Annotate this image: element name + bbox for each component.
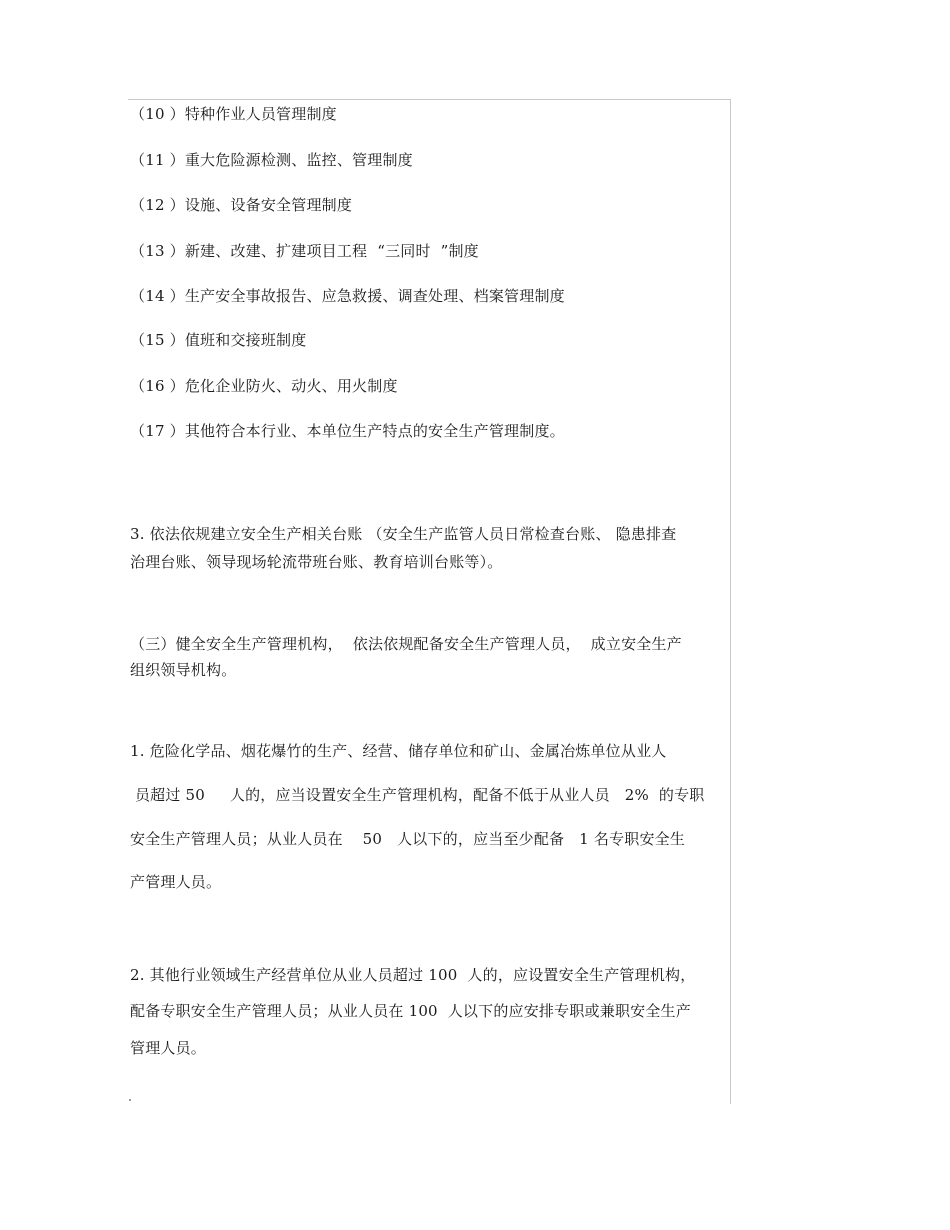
item-number: （10 ） — [130, 105, 185, 123]
item-text: 其他符合本行业、本单位生产特点的安全生产管理制度。 — [184, 422, 565, 440]
page-mark — [129, 1099, 131, 1101]
item-number: （11 ） — [130, 151, 185, 169]
section-heading-line-1: （三）健全安全生产管理机构， 依法依规配备安全生产管理人员， 成立安全生产 — [130, 635, 682, 653]
paragraph-3-line-2: 治理台账、领导现场轮流带班台账、教育培训台账等）。 — [130, 553, 503, 571]
item-number: （13 ） — [130, 242, 185, 260]
list-item-15 — [130, 330, 306, 350]
item-number: （14 ） — [130, 287, 185, 305]
item-text: 值班和交接班制度 — [184, 331, 307, 349]
item-text: 设施、设备安全管理制度 — [184, 196, 353, 214]
section-heading-line-2: 组织领导机构。 — [130, 661, 237, 679]
list-item-10 — [130, 104, 337, 124]
point-1-line-3: 安全生产管理人员；从业人员在 50 人以下的，应当至少配备 1 名专职安全生 — [130, 830, 686, 848]
point-2-line-2: 配备专职安全生产管理人员；从业人员在 100 人以下的应安排专职或兼职安全生产 — [130, 1002, 691, 1020]
item-number: （16 ） — [130, 377, 185, 395]
list-item-13 — [130, 241, 479, 261]
item-number: （15 ） — [130, 331, 185, 349]
item-text: 特种作业人员管理制度 — [184, 105, 337, 123]
point-1-line-2: 员超过 50 人的，应当设置安全生产管理机构，配备不低于从业人员 2% 的专职 — [130, 786, 705, 804]
point-2-line-1: 2. 其他行业领域生产经营单位从业人员超过 100 人的，应设置安全生产管理机构， — [130, 966, 696, 984]
item-number: （17 ） — [130, 422, 185, 440]
list-item-17 — [130, 421, 565, 441]
point-1-line-1: 1. 危险化学品、烟花爆竹的生产、经营、储存单位和矿山、金属冶炼单位从业人 — [130, 742, 667, 760]
list-item-11 — [130, 150, 413, 170]
list-item-16 — [130, 376, 398, 396]
item-text: 新建、改建、扩建项目工程 “三同时 ”制度 — [184, 242, 479, 260]
point-1-line-4: 产管理人员。 — [130, 873, 222, 891]
point-2-line-3: 管理人员。 — [130, 1039, 207, 1057]
list-item-14 — [130, 286, 565, 306]
item-text: 重大危险源检测、监控、管理制度 — [184, 151, 413, 169]
paragraph-3-line-1: 3. 依法依规建立安全生产相关台账 （安全生产监管人员日常检查台账、 隐患排查 — [130, 525, 677, 543]
list-item-12 — [130, 195, 352, 215]
item-number: （12 ） — [130, 196, 185, 214]
item-text: 危化企业防火、动火、用火制度 — [184, 377, 398, 395]
item-text: 生产安全事故报告、应急救援、调查处理、档案管理制度 — [184, 287, 565, 305]
